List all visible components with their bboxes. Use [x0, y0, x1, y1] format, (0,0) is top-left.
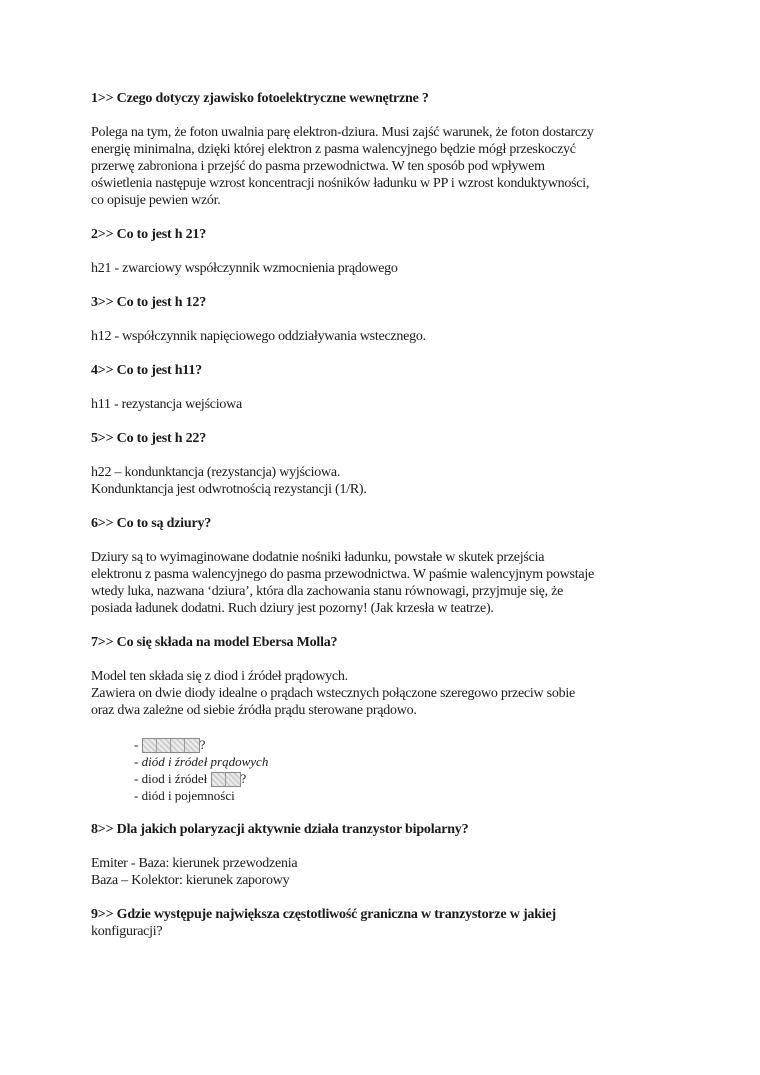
option-text: - diód i pojemności	[134, 788, 235, 803]
document-page	[91, 90, 681, 957]
question-7: 7>> Co się składa na model Ebersa Molla?	[91, 635, 338, 650]
question-1: 1>> Czego dotyczy zjawisko fotoelektryczne wewnętrzne ?	[91, 91, 429, 106]
answer-8-line: Baza – Kolektor: kierunek zaporowy	[91, 873, 290, 888]
answer-1-line: Polega na tym, że foton uwalnia parę elektron-dziura. Musi zajść warunek, że foton dostarczy	[91, 125, 594, 140]
option-item	[134, 753, 681, 770]
option-text: - diód i źródeł prądowych	[134, 754, 269, 769]
answer-1-line: przerwę zabroniona i przejść do pasma przewodnictwa. W ten sposób pod wpływem	[91, 159, 545, 174]
answer-2	[91, 260, 681, 277]
answer-5-line: Kondunktancja jest odwrotnością rezystancji (1/R).	[91, 482, 367, 497]
answer-7-line: oraz dwa zależne od siebie źródła prądu sterowane prądowo.	[91, 703, 417, 718]
option-item	[134, 787, 681, 804]
inline-image-placeholder-icon	[211, 772, 241, 787]
answer-1-line: energię minimalna, dzięki której elektron z pasma walencyjnego będzie mógł przeskoczyć	[91, 142, 576, 157]
answer-6-line: Dziury są to wyimaginowane dodatnie nośniki ładunku, powstałe w skutek przejścia	[91, 550, 545, 565]
option-suffix: ?	[199, 737, 206, 752]
option-prefix: -	[134, 737, 142, 752]
inline-image-placeholder-icon	[142, 738, 200, 753]
answer-7-options	[134, 736, 681, 804]
answer-3-line: h12 - współczynnik napięciowego oddziaływania wstecznego.	[91, 329, 426, 344]
answer-9	[91, 923, 681, 940]
answer-1	[91, 124, 681, 209]
answer-6-line: posiada ładunek dodatni. Ruch dziury jest pozorny! (Jak krzesła w teatrze).	[91, 601, 494, 616]
option-prefix: - diod i źródeł	[134, 771, 211, 786]
question-3: 3>> Co to jest h 12?	[91, 295, 207, 310]
answer-5-line: h22 – kondunktancja (rezystancja) wyjściowa.	[91, 465, 341, 480]
answer-4	[91, 396, 681, 413]
answer-1-line: co opisuje pewien wzór.	[91, 193, 221, 208]
option-suffix: ?	[240, 771, 247, 786]
question-8: 8>> Dla jakich polaryzacji aktywnie działa tranzystor bipolarny?	[91, 822, 469, 837]
question-9: 9>> Gdzie występuje największa częstotliwość graniczna w tranzystorze w jakiej	[91, 907, 556, 922]
option-item	[134, 770, 681, 787]
question-5: 5>> Co to jest h 22?	[91, 431, 207, 446]
question-6: 6>> Co to są dziury?	[91, 516, 212, 531]
answer-1-line: oświetlenia następuje wzrost koncentracji nośników ładunku w PP i wzrost konduktywności,	[91, 176, 590, 191]
answer-7-line: Model ten składa się z diod i źródeł prądowych.	[91, 669, 348, 684]
question-4: 4>> Co to jest h11?	[91, 363, 202, 378]
answer-4-line: h11 - rezystancja wejściowa	[91, 397, 242, 412]
answer-7-line: Zawiera on dwie diody idealne o prądach wstecznych połączone szeregowo przeciw sobie	[91, 686, 575, 701]
answer-2-line: h21 - zwarciowy współczynnik wzmocnienia prądowego	[91, 261, 398, 276]
option-item	[134, 736, 681, 753]
answer-5	[91, 464, 681, 498]
answer-6-line: elektronu z pasma walencyjnego do pasma przewodnictwa. W paśmie walencyjnym powstaje	[91, 567, 594, 582]
answer-3	[91, 328, 681, 345]
question-2: 2>> Co to jest h 21?	[91, 227, 207, 242]
answer-6-line: wtedy luka, nazwana ‘dziura’, która dla zachowania stanu równowagi, przyjmuje się, że	[91, 584, 564, 599]
answer-6	[91, 549, 681, 617]
answer-9-line: konfiguracji?	[91, 924, 163, 939]
answer-8-line: Emiter - Baza: kierunek przewodzenia	[91, 856, 298, 871]
answer-8	[91, 855, 681, 889]
answer-7	[91, 668, 681, 719]
